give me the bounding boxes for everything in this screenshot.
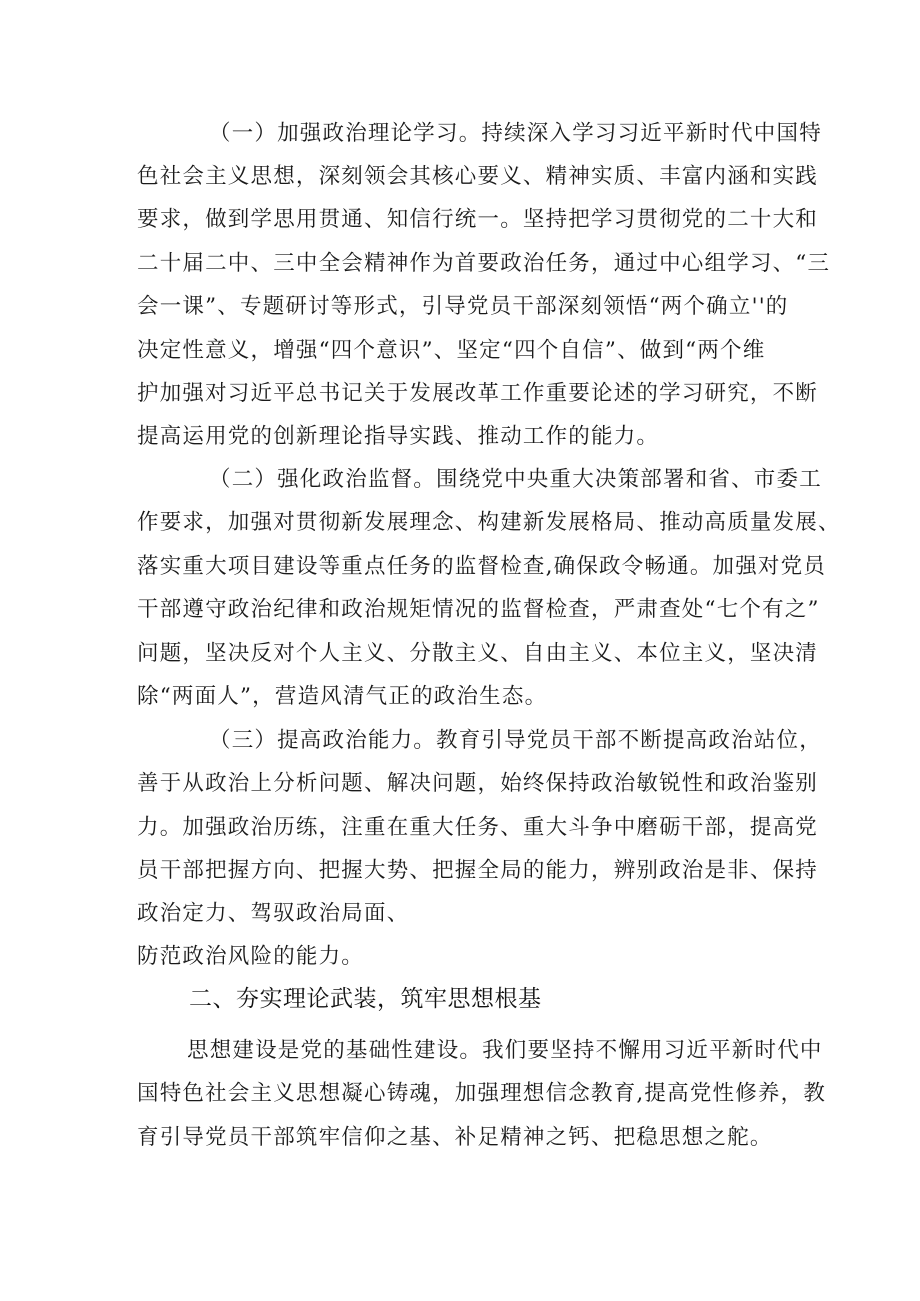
text-line: 落实重大项目建设等重点任务的监督检查,确保政令畅通。加强对党员	[137, 554, 827, 579]
text-line: 干部遵守政治纪律和政治规矩情况的监督检查，严肃查处“七个有之”	[137, 597, 820, 622]
text-line: 员干部把握方向、把握大势、把握全局的能力，辨别政治是非、保持	[137, 858, 819, 883]
text-line: 善于从政治上分析问题、解决问题，始终保持政治敏锐性和政治鉴别	[137, 771, 819, 796]
text-line: （二）强化政治监督。围绕党中央重大决策部署和省、市委工	[209, 467, 822, 492]
text-line: 育引导党员干部筑牢信仰之基、补足精神之钙、把稳思想之舵。	[137, 1125, 773, 1150]
text-line: 政治定力、驾驭政治局面、	[137, 901, 410, 926]
text-line: 国特色社会主义思想凝心铸魂，加强理想信念教育,提高党性修养，教	[137, 1081, 827, 1106]
text-line: 作要求，加强对贯彻新发展理念、构建新发展格局、推动高质量发展、	[137, 510, 841, 535]
text-line: 问题，坚决反对个人主义、分散主义、自由主义、本位主义，坚决清	[137, 641, 819, 666]
text-line: 会一课”、专题研讨等形式，引导党员干部深刻领悟“两个确立''的	[137, 294, 789, 319]
text-line: 除“两面人”，营造风清气正的政治生态。	[137, 684, 548, 709]
text-line: 二十届二中、三中全会精神作为首要政治任务，通过中心组学习、“三	[137, 251, 831, 276]
text-line: 要求，做到学思用贯通、知信行统一。坚持把学习贯彻党的二十大和	[137, 207, 819, 232]
text-line: 力。加强政治历练，注重在重大任务、重大斗争中磨砺干部，提高党	[137, 815, 819, 840]
text-line: 护加强对习近平总书记关于发展改革工作重要论述的学习研究，不断	[137, 381, 819, 406]
text-line: 防范政治风险的能力。	[137, 944, 365, 969]
text-line: 思想建设是党的基础性建设。我们要坚持不懈用习近平新时代中	[187, 1038, 823, 1063]
text-line: 色社会主义思想，深刻领会其核心要义、精神实质、丰富内涵和实践	[137, 164, 819, 189]
text-line: （三）提高政治能力。教育引导党员干部不断提高政治站位，	[209, 728, 822, 753]
text-line: （一）加强政治理论学习。持续深入学习习近平新时代中国特	[209, 121, 822, 146]
section-heading: 二、夯实理论武装，筑牢思想根基	[189, 986, 542, 1012]
text-line: 提高运用党的创新理论指导实践、推动工作的能力。	[137, 424, 660, 449]
text-line: 决定性意义，增强“四个意识”、坚定“四个自信”、做到“两个维	[137, 338, 766, 363]
